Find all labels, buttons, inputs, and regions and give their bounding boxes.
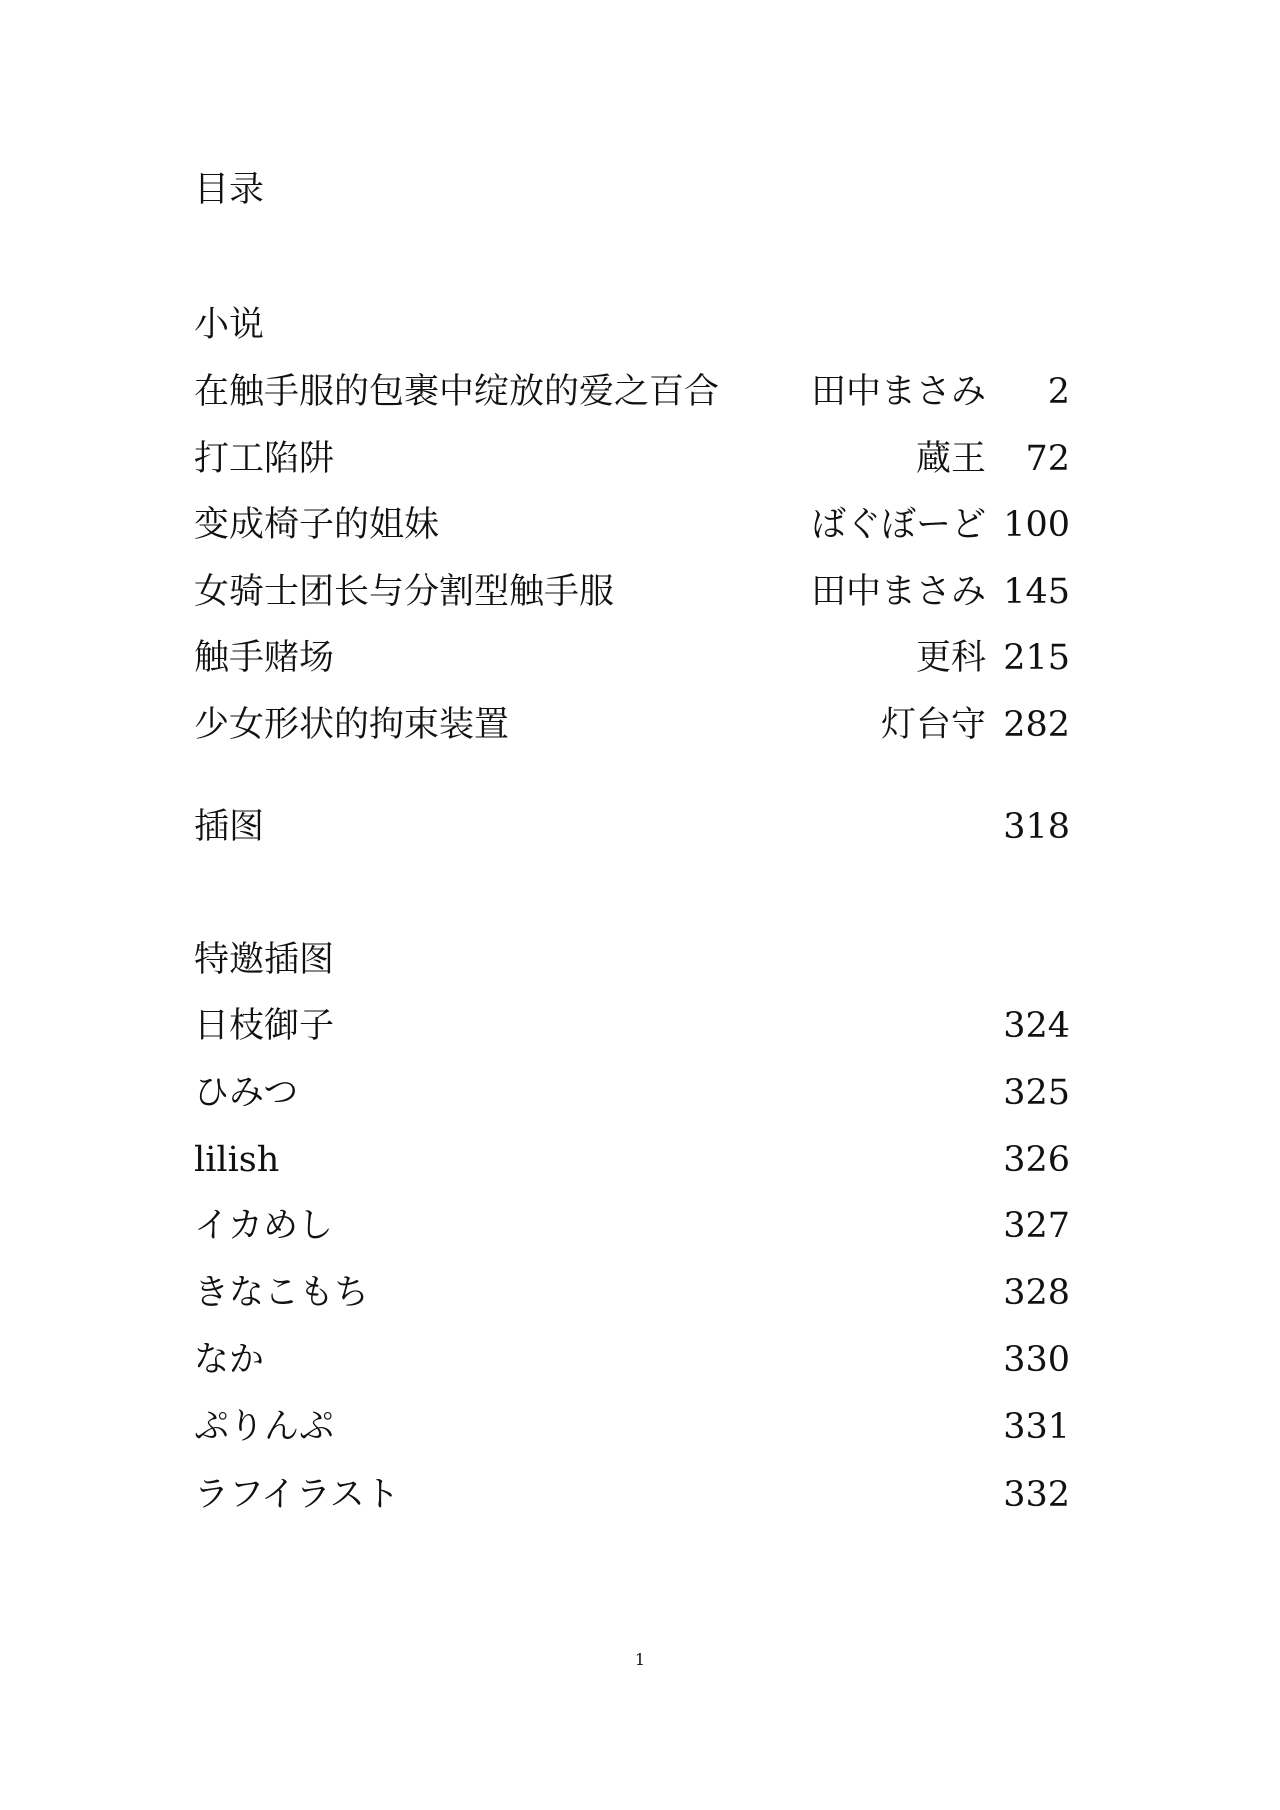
entry-title: 插图 bbox=[194, 807, 265, 847]
entry-page: 328 bbox=[1003, 1273, 1070, 1313]
entry-author: ばぐぼーど bbox=[810, 505, 986, 545]
entry-author: 田中まさみ bbox=[810, 572, 986, 612]
entry-title: 日枝御子 bbox=[194, 1006, 335, 1046]
entry-title: きなこもち bbox=[194, 1273, 370, 1313]
page-number: 1 bbox=[634, 1650, 646, 1669]
entry-page: 327 bbox=[1003, 1206, 1070, 1246]
entry-page: 318 bbox=[1003, 807, 1070, 847]
section-title: 小说 bbox=[194, 305, 265, 345]
toc-entry[interactable] bbox=[194, 1068, 1070, 1118]
entry-author: 灯台守 bbox=[880, 705, 986, 745]
entry-page: 331 bbox=[1003, 1407, 1070, 1447]
entry-title: 打工陷阱 bbox=[194, 439, 335, 479]
entry-title: 触手赌场 bbox=[194, 638, 335, 678]
entry-page: 72 bbox=[1025, 439, 1070, 479]
entry-page: 215 bbox=[1003, 638, 1070, 678]
entry-page: 145 bbox=[1003, 572, 1070, 612]
entry-page: 332 bbox=[1003, 1475, 1070, 1515]
toc-heading bbox=[194, 165, 1070, 215]
entry-page: 282 bbox=[1003, 705, 1070, 745]
entry-page: 100 bbox=[1003, 505, 1070, 545]
toc-entry[interactable] bbox=[194, 1335, 1070, 1385]
entry-title: ひみつ bbox=[194, 1073, 299, 1113]
toc-entry[interactable] bbox=[194, 567, 1070, 617]
entry-title: イカめし bbox=[194, 1206, 333, 1246]
entry-title: ぷりんぷ bbox=[194, 1407, 335, 1447]
toc-entry[interactable] bbox=[194, 1402, 1070, 1452]
entry-author: 更科 bbox=[915, 638, 986, 678]
toc-entry[interactable] bbox=[194, 500, 1070, 550]
entry-page: 330 bbox=[1003, 1340, 1070, 1380]
entry-page: 324 bbox=[1003, 1006, 1070, 1046]
entry-title: 变成椅子的姐妹 bbox=[194, 505, 440, 545]
toc-heading-text: 目录 bbox=[194, 170, 265, 210]
entry-title: なか bbox=[194, 1340, 265, 1380]
toc-entry[interactable] bbox=[194, 1470, 1070, 1520]
entry-title: 女骑士团长与分割型触手服 bbox=[194, 572, 615, 612]
section-heading-guest-illustrations bbox=[194, 935, 1070, 985]
entry-title: lilish bbox=[194, 1140, 280, 1180]
entry-title: 在触手服的包裹中绽放的爱之百合 bbox=[194, 372, 720, 412]
toc-entry-illustrations[interactable] bbox=[194, 802, 1070, 852]
entry-title: 少女形状的拘束装置 bbox=[194, 705, 510, 745]
entry-author: 田中まさみ bbox=[810, 372, 986, 412]
toc-entry[interactable] bbox=[194, 1201, 1070, 1251]
toc-entry[interactable] bbox=[194, 1001, 1070, 1051]
toc-entry[interactable] bbox=[194, 700, 1070, 750]
section-title: 特邀插图 bbox=[194, 940, 335, 980]
section-heading-novels bbox=[194, 300, 1070, 350]
entry-author: 蔵王 bbox=[915, 439, 986, 479]
entry-title: ラフイラスト bbox=[194, 1475, 400, 1515]
toc-entry[interactable] bbox=[194, 434, 1070, 484]
entry-page: 326 bbox=[1003, 1140, 1070, 1180]
toc-entry[interactable] bbox=[194, 1135, 1070, 1185]
toc-entry[interactable] bbox=[194, 1268, 1070, 1318]
entry-page: 2 bbox=[1047, 372, 1070, 412]
toc-entry[interactable] bbox=[194, 367, 1070, 417]
toc-entry[interactable] bbox=[194, 633, 1070, 683]
entry-page: 325 bbox=[1003, 1073, 1070, 1113]
